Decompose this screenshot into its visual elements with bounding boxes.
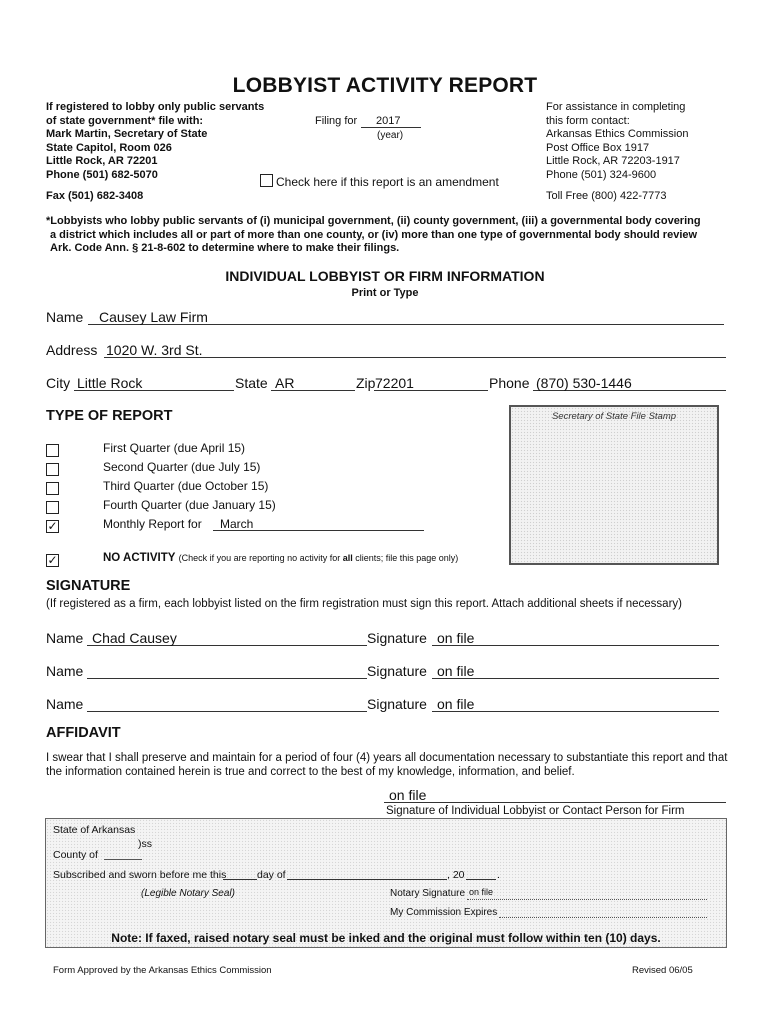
affidavit-line: I swear that I shall preserve and maintain for a period of four (4) years all documentation necessary to substantiate this report and that bbox=[46, 752, 728, 764]
signer-name-label: Name bbox=[46, 630, 84, 646]
affidavit-signature-field[interactable]: on file bbox=[389, 787, 427, 803]
contact-line: Little Rock, AR 72203-1917 bbox=[546, 155, 680, 168]
fax-note: Note: If faxed, raised notary seal must be inked and the original must follow within ten (10) days. bbox=[111, 931, 661, 945]
name-field[interactable]: Causey Law Firm bbox=[99, 309, 208, 325]
signature-line bbox=[432, 645, 719, 646]
phone-label: Phone bbox=[489, 375, 530, 391]
toll-free-number: Toll Free (800) 422-7773 bbox=[546, 190, 667, 202]
instruction-line: Phone (501) 682-5070 bbox=[46, 168, 158, 181]
notary-ss: )ss bbox=[138, 838, 152, 850]
info-heading: INDIVIDUAL LOBBYIST OR FIRM INFORMATION bbox=[225, 268, 545, 284]
notary-signature-field[interactable]: on file bbox=[469, 887, 494, 897]
state-field[interactable]: AR bbox=[275, 375, 295, 391]
instruction-line: Little Rock, AR 72201 bbox=[46, 155, 158, 168]
affidavit-line: the information contained herein is true and correct to the best of my knowledge, information, and belief. bbox=[46, 766, 575, 778]
filing-year-sublabel: (year) bbox=[377, 130, 404, 141]
instruction-line: of state government* file with: bbox=[46, 114, 204, 127]
monthly-report-checkbox[interactable]: ✓ bbox=[47, 519, 58, 533]
no-activity-checkbox[interactable]: ✓ bbox=[47, 553, 58, 567]
no-activity-row bbox=[103, 552, 458, 564]
notary-county-line[interactable] bbox=[104, 859, 142, 860]
affidavit-signature-label: Signature of Individual Lobbyist or Contact Person for Firm bbox=[386, 805, 685, 817]
notary-seal-label: (Legible Notary Seal) bbox=[141, 888, 235, 899]
signature-line bbox=[432, 678, 719, 679]
footnote-line: a district which includes all or part of more than one county, or (iv) more than one type of governmental body should review bbox=[50, 228, 698, 241]
footnote-line: *Lobbyists who lobby public servants of (i) municipal government, (ii) county government, (iii) a governmental body covering bbox=[46, 215, 701, 227]
notary-month-line[interactable] bbox=[287, 879, 447, 880]
second-quarter-checkbox[interactable] bbox=[46, 463, 59, 476]
contact-line: this form contact: bbox=[546, 114, 630, 127]
contact-info bbox=[546, 101, 688, 183]
signature-label: Signature bbox=[367, 630, 427, 646]
filing-instructions bbox=[46, 101, 264, 183]
instruction-line: Mark Martin, Secretary of State bbox=[46, 128, 208, 141]
signature-note: (If registered as a firm, each lobbyist listed on the firm registration must sign this report. Attach additional sheets if necessary) bbox=[46, 598, 682, 610]
filing-year-field[interactable]: 2017 bbox=[376, 115, 401, 127]
file-stamp-label: Secretary of State File Stamp bbox=[551, 411, 677, 422]
signature-field[interactable]: on file bbox=[437, 696, 475, 712]
monthly-report-label: Monthly Report for bbox=[103, 517, 202, 531]
city-field[interactable]: Little Rock bbox=[77, 375, 143, 391]
signature-label: Signature bbox=[367, 696, 427, 712]
signer-name-line bbox=[87, 678, 367, 679]
notary-year-suffix: . bbox=[497, 869, 500, 881]
second-quarter-label: Second Quarter (due July 15) bbox=[103, 460, 261, 474]
signature-label: Signature bbox=[367, 663, 427, 679]
contact-line: Post Office Box 1917 bbox=[546, 141, 650, 154]
third-quarter-checkbox[interactable] bbox=[46, 482, 59, 495]
signature-field[interactable]: on file bbox=[437, 630, 475, 646]
notary-year-prefix: , 20 bbox=[447, 869, 465, 881]
fourth-quarter-label: Fourth Quarter (due January 15) bbox=[103, 498, 276, 512]
name-label: Name bbox=[46, 309, 84, 325]
notary-commission-label: My Commission Expires bbox=[390, 907, 498, 918]
third-quarter-label: Third Quarter (due October 15) bbox=[103, 479, 269, 493]
signature-field[interactable]: on file bbox=[437, 663, 475, 679]
fourth-quarter-checkbox[interactable] bbox=[46, 501, 59, 514]
notary-year-line[interactable] bbox=[466, 879, 496, 880]
footer-approval: Form Approved by the Arkansas Ethics Commission bbox=[53, 965, 272, 976]
filing-for-label: Filing for bbox=[315, 115, 358, 127]
file-stamp-box bbox=[509, 405, 719, 565]
notary-state: State of Arkansas bbox=[53, 824, 136, 836]
amendment-checkbox[interactable] bbox=[260, 174, 273, 187]
signer-name-line bbox=[87, 711, 367, 712]
contact-line: Phone (501) 324-9600 bbox=[546, 168, 657, 181]
notary-county-label: County of bbox=[53, 849, 98, 861]
notary-commission-line[interactable] bbox=[499, 917, 707, 918]
footnote bbox=[46, 215, 701, 256]
signature-line bbox=[432, 711, 719, 712]
no-activity-note: (Check if you are reporting no activity for all clients; file this page only) bbox=[178, 553, 459, 563]
no-activity-label: NO ACTIVITY bbox=[103, 552, 176, 564]
first-quarter-label: First Quarter (due April 15) bbox=[103, 441, 246, 455]
signer-name-field[interactable]: Chad Causey bbox=[92, 630, 177, 646]
instruction-line: State Capitol, Room 026 bbox=[46, 141, 172, 154]
address-label: Address bbox=[46, 342, 98, 358]
first-quarter-checkbox[interactable] bbox=[46, 444, 59, 457]
affidavit-text bbox=[46, 751, 727, 779]
footer-revised: Revised 06/05 bbox=[632, 965, 693, 976]
page-title: LOBBYIST ACTIVITY REPORT bbox=[232, 74, 538, 97]
phone-field[interactable]: (870) 530-1446 bbox=[536, 375, 632, 391]
instruction-line: If registered to lobby only public servants bbox=[46, 101, 265, 113]
affidavit-heading: AFFIDAVIT bbox=[46, 725, 121, 741]
zip-field[interactable]: 72201 bbox=[375, 375, 414, 391]
notary-day-of-label: day of bbox=[257, 869, 286, 881]
signer-name-label: Name bbox=[46, 696, 84, 712]
notary-day-line[interactable] bbox=[223, 879, 257, 880]
notary-subscribed-label: Subscribed and sworn before me this bbox=[53, 869, 227, 881]
footnote-line: Ark. Code Ann. § 21-8-602 to determine where to make their filings. bbox=[50, 242, 400, 255]
fax-number: Fax (501) 682-3408 bbox=[46, 190, 144, 202]
notary-signature-line bbox=[467, 899, 707, 900]
notary-box bbox=[45, 818, 727, 948]
affidavit-signature-line bbox=[384, 802, 726, 803]
notary-signature-label: Notary Signature bbox=[390, 888, 466, 899]
zip-label: Zip bbox=[356, 375, 376, 391]
info-subheading: Print or Type bbox=[351, 287, 419, 299]
address-field[interactable]: 1020 W. 3rd St. bbox=[106, 342, 203, 358]
city-label: City bbox=[46, 375, 71, 391]
monthly-report-month-field[interactable]: March bbox=[220, 517, 254, 531]
signature-heading: SIGNATURE bbox=[46, 578, 131, 594]
type-of-report-heading: TYPE OF REPORT bbox=[46, 408, 173, 424]
contact-line: For assistance in completing bbox=[546, 101, 686, 113]
amendment-label: Check here if this report is an amendment bbox=[276, 175, 499, 189]
signer-name-label: Name bbox=[46, 663, 84, 679]
state-label: State bbox=[235, 375, 268, 391]
contact-line: Arkansas Ethics Commission bbox=[546, 128, 689, 141]
